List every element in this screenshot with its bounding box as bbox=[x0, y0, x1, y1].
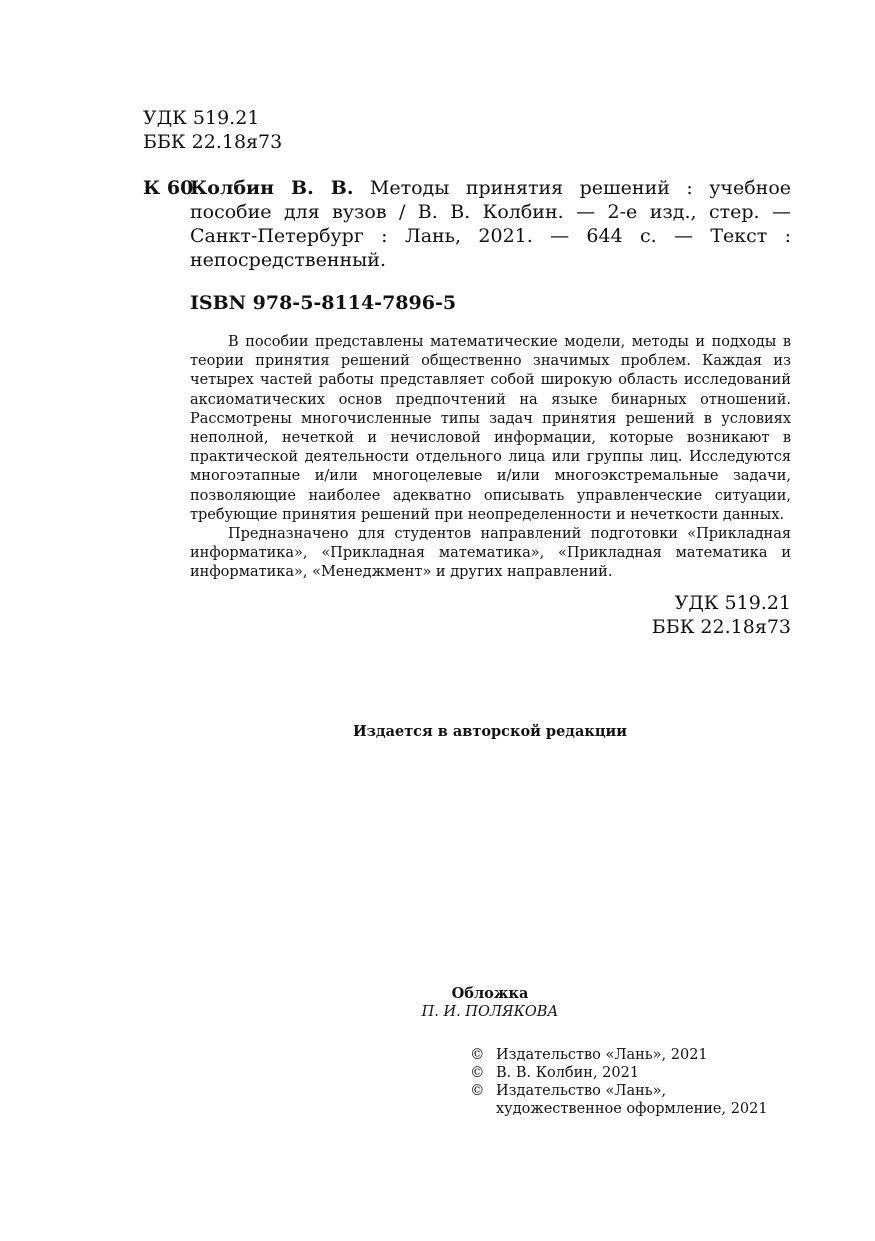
copyright-block bbox=[470, 1046, 768, 1118]
cover-label: Обложка bbox=[451, 985, 529, 1002]
bbk-code-right: ББК 22.18я73 bbox=[651, 616, 791, 638]
citation-author: Колбин В. В. bbox=[190, 177, 354, 199]
copyright-icon: © bbox=[470, 1065, 485, 1081]
bibliographic-citation bbox=[190, 176, 791, 272]
annotation bbox=[190, 333, 791, 583]
isbn: ISBN 978-5-8114-7896-5 bbox=[190, 292, 457, 314]
copyright-line bbox=[470, 1082, 768, 1100]
citation-text: Методы принятия решений : учебное пособие для вузов / В. В. Колбин. — 2-е изд., стер. — Санкт-Петербург : Лань, 2021. — 644 с. — Текст : непосредственный. bbox=[190, 177, 791, 271]
copyright-icon: © bbox=[470, 1047, 485, 1063]
copyright-line bbox=[470, 1046, 768, 1064]
udk-bbk-right bbox=[652, 591, 791, 639]
edition-note: Издается в авторской редакции bbox=[352, 723, 628, 740]
cover-credit bbox=[0, 985, 875, 1021]
author-sign: К 60 bbox=[143, 177, 194, 199]
udk-bbk-header bbox=[143, 106, 282, 154]
annotation-paragraph-1: В пособии представлены математические модели, методы и подходы в теории принятия решений общественно значимых проблем. Каждая из четырех частей работы представляет собой широкую область исследований аксиоматических основ предпочтений на языке бинарных отношений. Рассмотрены многочисленные типы задач принятия решений в условиях неполной, нечеткой и нечисловой информации, которые возникают в практической деятельности отдельного лица или группы лиц. Исследуются многоэтапные и/или многоцелевые и/или многоэкстремальные задачи, позволяющие наиболее адекватно описывать управленческие ситуации, требующие принятия решений при неопределенности и нечеткости данных. bbox=[190, 334, 791, 523]
udk-code-right: УДК 519.21 bbox=[674, 592, 791, 614]
copyright-line bbox=[470, 1064, 768, 1082]
udk-code-top: УДК 519.21 bbox=[143, 107, 260, 129]
cover-designer: П. И. ПОЛЯКОВА bbox=[421, 1004, 559, 1020]
copyright-icon: © bbox=[470, 1083, 485, 1099]
copyright-line bbox=[470, 1100, 768, 1118]
bbk-code-top: ББК 22.18я73 bbox=[143, 131, 283, 153]
copyright-text: Издательство «Лань», bbox=[496, 1083, 667, 1099]
copyright-text: Издательство «Лань», 2021 bbox=[496, 1047, 708, 1063]
copyright-text: художественное оформление, 2021 bbox=[496, 1101, 768, 1117]
annotation-paragraph-2: Предназначено для студентов направлений подготовки «Прикладная информатика», «Прикладная математика», «Прикладная математика и информатика», «Менеджмент» и других направлений. bbox=[190, 526, 791, 581]
copyright-text: В. В. Колбин, 2021 bbox=[496, 1065, 640, 1081]
